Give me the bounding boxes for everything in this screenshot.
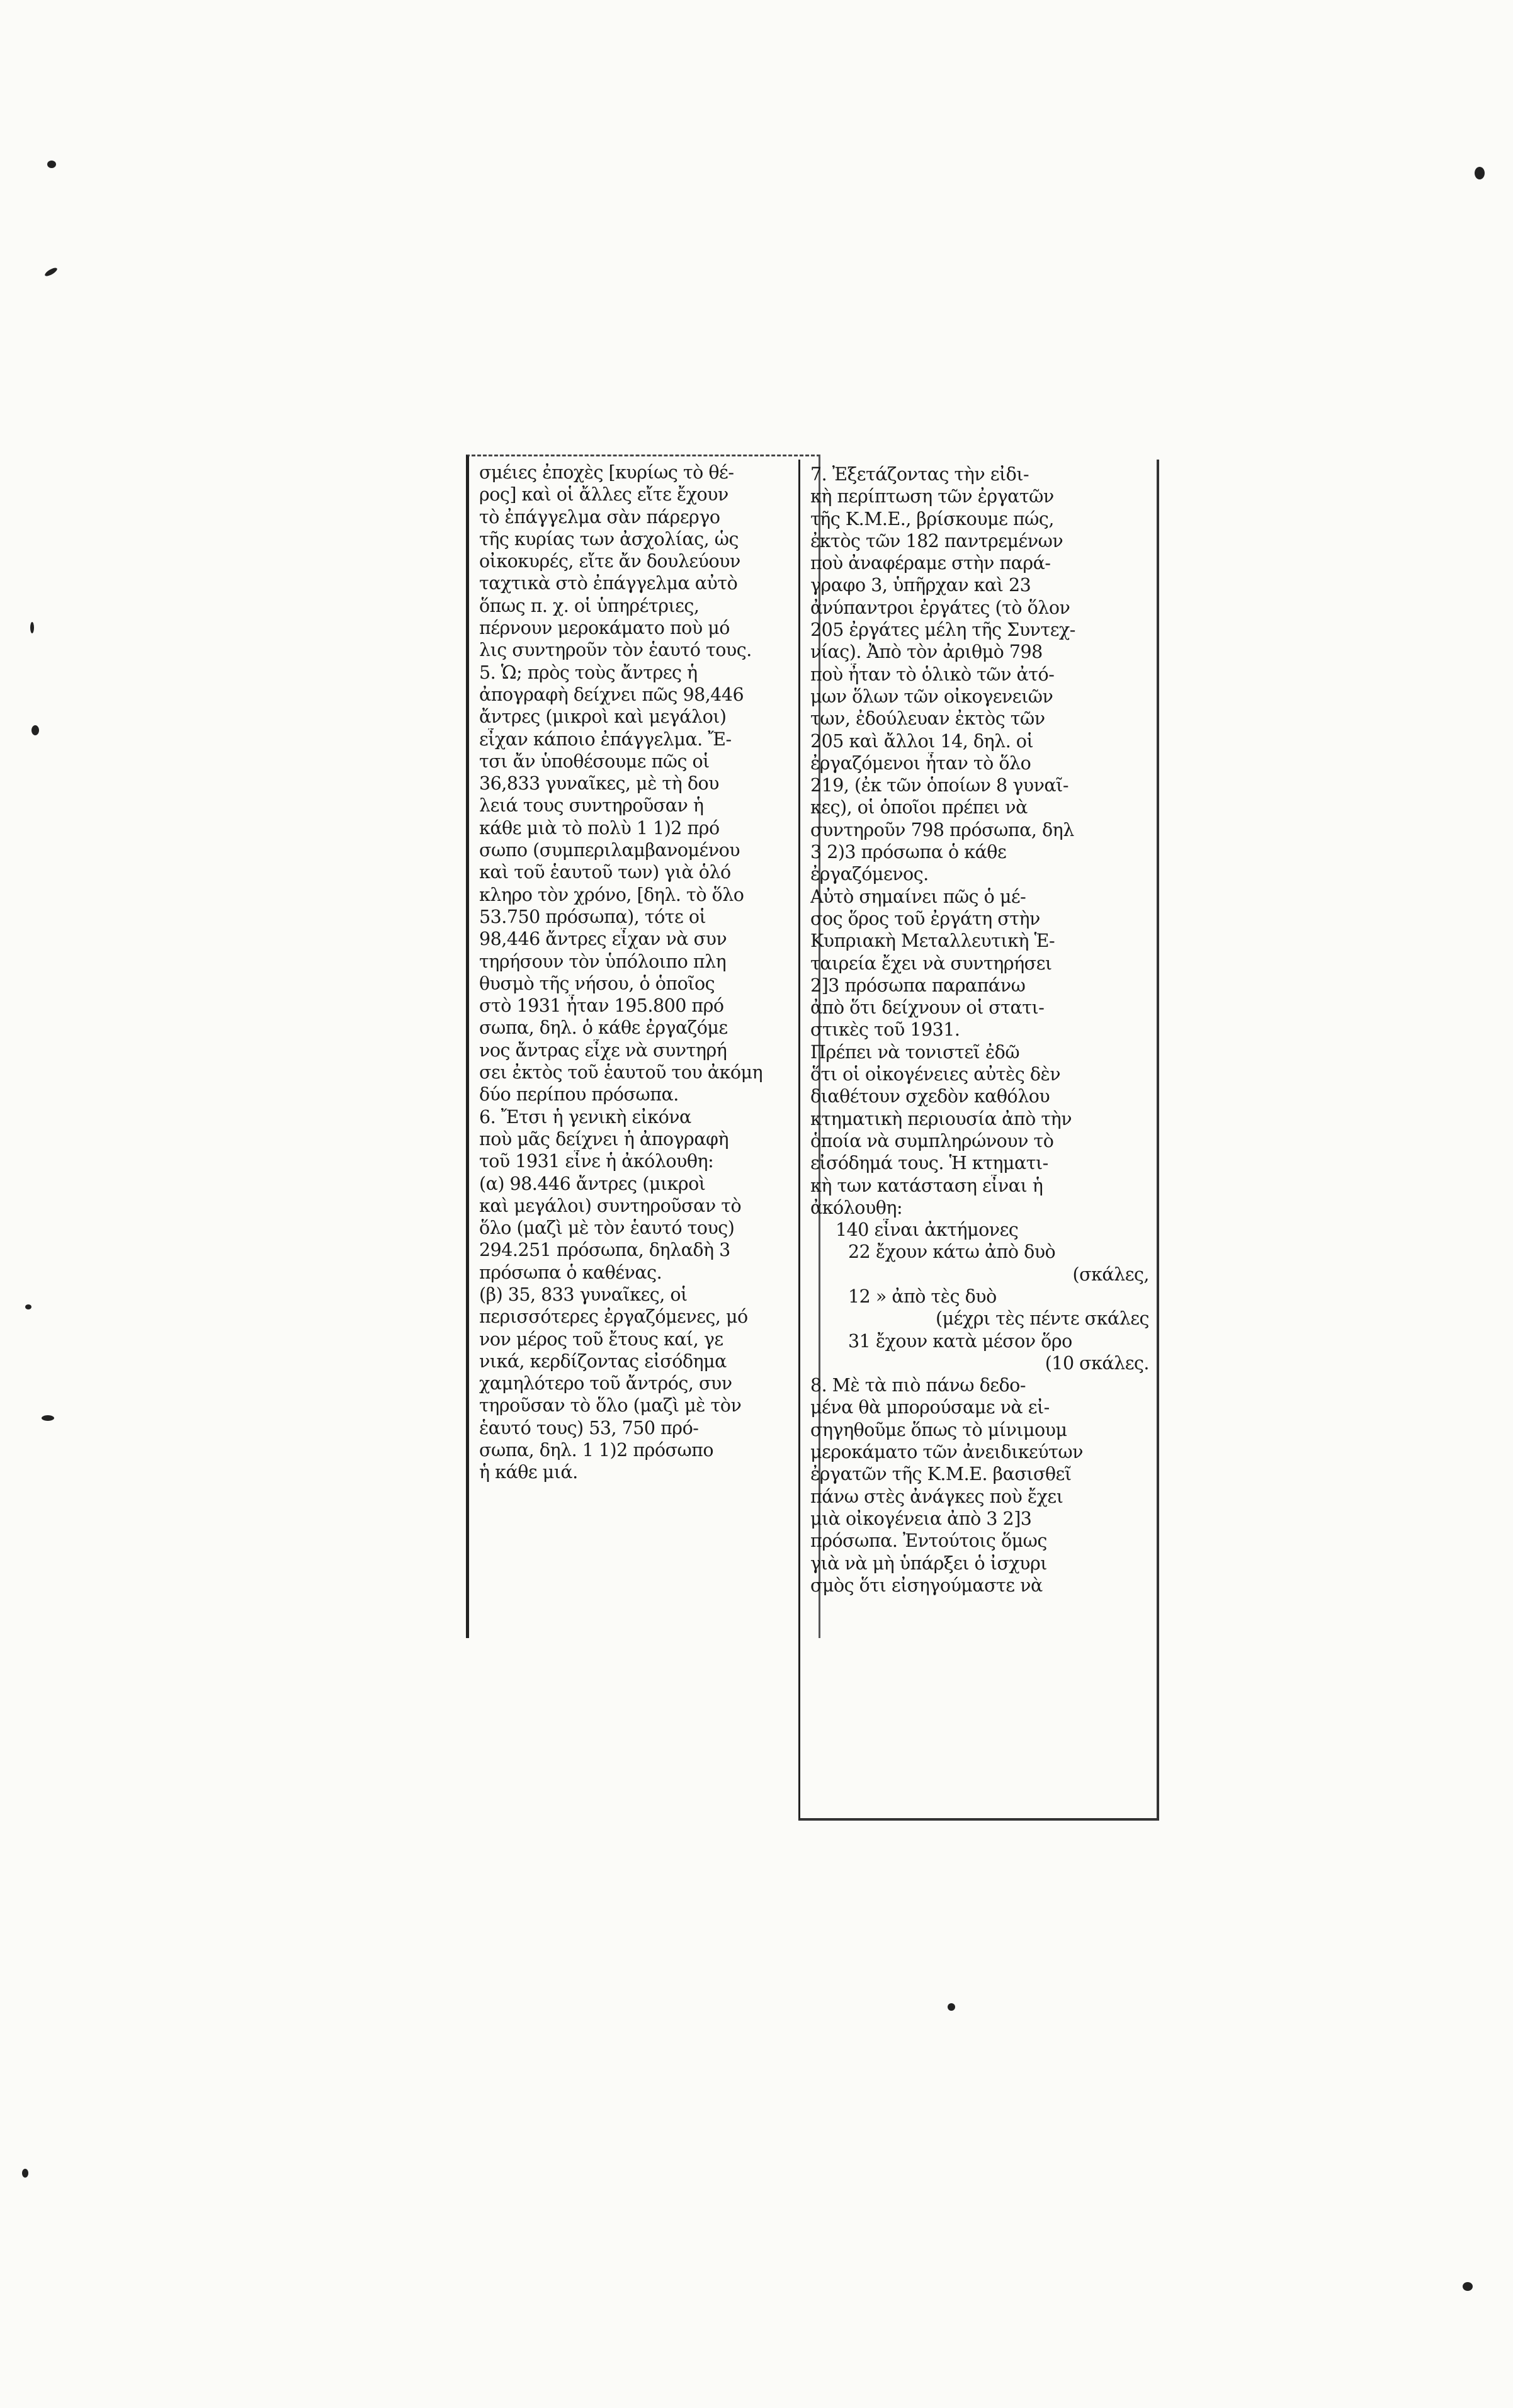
scan-speck: [948, 2003, 955, 2011]
text-line: 53.750 πρόσωπα), τότε οἱ: [479, 906, 706, 927]
text-line: 5. Ὡ; πρὸς τοὺς ἄντρες ἡ: [479, 662, 698, 683]
text-line: Πρέπει νὰ τονιστεῖ ἐδῶ: [810, 1041, 1020, 1063]
text-line: δύο περίπου πρόσωπα.: [479, 1084, 679, 1105]
text-line: ποὺ μᾶς δείχνει ἡ ἀπογραφὴ: [479, 1128, 729, 1150]
text-line: πέρνουν μεροκάματο ποὺ μό: [479, 618, 730, 639]
text-line: ἡ κάθε μιά.: [479, 1462, 578, 1483]
text-line: κες), οἱ ὁποῖοι πρέπει νὰ: [810, 797, 1028, 818]
text-line: 294.251 πρόσωπα, δηλαδὴ 3: [479, 1240, 730, 1261]
text-line: 3 2)3 πρόσωπα ὁ κάθε: [810, 842, 1007, 863]
text-line: 98,446 ἄντρες εἶχαν νὰ συν: [479, 929, 727, 950]
text-line: ἀπογραφὴ δείχνει πῶς 98,446: [479, 684, 744, 705]
text-line: κληρο τὸν χρόνο, [δηλ. τὸ ὅλο: [479, 884, 744, 905]
text-line: (α) 98.446 ἄντρες (μικροὶ: [479, 1173, 706, 1194]
text-line: μιὰ οἰκογένεια ἀπὸ 3 2]3: [810, 1508, 1032, 1529]
text-line: ἐργαζόμενοι ἦταν τὸ ὅλο: [810, 752, 1031, 774]
text-line: 205 καὶ ἄλλοι 14, δηλ. οἱ: [810, 730, 1034, 752]
text-line: 7. Ἐξετάζοντας τὴν εἰδι-: [810, 464, 1029, 485]
text-line: 205 ἐργάτες μέλη τῆς Συντεχ-: [810, 619, 1075, 641]
text-line: τῆς Κ.Μ.Ε., βρίσκουμε πώς,: [810, 508, 1054, 529]
text-line: 12 » ἀπὸ τὲς δυὸ: [848, 1286, 997, 1307]
scan-speck: [1475, 167, 1485, 179]
text-line: κάθε μιὰ τὸ πολὺ 1 1)2 πρό: [479, 817, 720, 839]
text-line: Κυπριακὴ Μεταλλευτικὴ Ἑ-: [810, 930, 1055, 952]
text-line: θυσμὸ τῆς νήσου, ὁ ὁποῖος: [479, 973, 715, 994]
text-line: μων ὅλων τῶν οἰκογενειῶν: [810, 686, 1053, 707]
scan-speck: [31, 725, 39, 735]
text-line: ρος] καὶ οἱ ἄλλες εἴτε ἔχουν: [479, 484, 728, 506]
text-line: 36,833 γυναῖκες, μὲ τὴ δου: [479, 773, 719, 794]
scan-speck: [47, 161, 56, 168]
text-line: ἐργατῶν τῆς Κ.Μ.Ε. βασισθεῖ: [810, 1464, 1072, 1485]
text-line: 140 εἶναι ἀκτήμονες: [836, 1219, 1019, 1241]
text-line: ὅλο (μαζὶ μὲ τὸν ἑαυτό τους): [479, 1218, 735, 1239]
text-line: πάνω στὲς ἀνάγκες ποὺ ἔχει: [810, 1486, 1063, 1507]
text-line: σος ὅρος τοῦ ἐργάτη στὴν: [810, 908, 1040, 929]
text-line: διαθέτουν σχεδὸν καθόλου: [810, 1086, 1050, 1107]
text-line: 2]3 πρόσωπα παραπάνω: [810, 975, 1026, 996]
text-line: νικά, κερδίζοντας εἰσόδημα: [479, 1350, 727, 1372]
text-line: νος ἄντρας εἶχε νὰ συντηρή: [479, 1039, 727, 1061]
scan-speck: [25, 1304, 31, 1309]
newspaper-clipping-left-column: [466, 455, 820, 1638]
text-line: τὸ ἐπάγγελμα σὰν πάρεργο: [479, 506, 720, 528]
text-line: Αὐτὸ σημαίνει πῶς ὁ μέ-: [810, 886, 1026, 907]
text-line: 6. Ἔτσι ἡ γενικὴ εἰκόνα: [479, 1106, 691, 1128]
text-line: εἶχαν κάποιο ἐπάγγελμα. Ἔ-: [479, 728, 732, 750]
text-line: στὸ 1931 ἦταν 195.800 πρό: [479, 995, 724, 1017]
text-line: τῆς κυρίας των ἀσχολίας, ὡς: [479, 528, 739, 550]
text-line: καὶ τοῦ ἑαυτοῦ των) γιὰ ὁλό: [479, 862, 731, 883]
text-line: ἐργαζόμενος.: [810, 864, 929, 885]
text-line: σμὸς ὅτι εἰσηγούμαστε νὰ: [810, 1574, 1043, 1596]
text-line: τσι ἄν ὑποθέσουμε πῶς οἱ: [479, 750, 710, 772]
text-line: καὶ μεγάλοι) συντηροῦσαν τὸ: [479, 1195, 742, 1216]
text-line: πρόσωπα. Ἐντούτοις ὅμως: [810, 1530, 1047, 1552]
scan-speck: [1463, 2282, 1473, 2291]
text-line: των, ἐδούλευαν ἐκτὸς τῶν: [810, 708, 1045, 730]
text-line: ποὺ ἀναφέραμε στὴν παρά-: [810, 553, 1051, 574]
text-line: χαμηλότερο τοῦ ἄντρός, συν: [479, 1373, 732, 1394]
text-line: πρόσωπα ὁ καθένας.: [479, 1262, 662, 1283]
text-line: τηρήσουν τὸν ὑπόλοιπο πλη: [479, 951, 727, 972]
text-line: μένα θὰ μπορούσαμε νὰ εἰ-: [810, 1397, 1050, 1418]
text-line: λις συντηροῦν τὸν ἑαυτό τους.: [479, 640, 752, 661]
text-line: ταιρεία ἔχει νὰ συντηρήσει: [810, 952, 1052, 974]
text-line: σει ἐκτὸς τοῦ ἑαυτοῦ του ἀκόμη: [479, 1062, 763, 1083]
text-line: μεροκάματο τῶν ἀνειδικεύτων: [810, 1442, 1083, 1463]
text-line: ὁποία νὰ συμπληρώνουν τὸ: [810, 1130, 1054, 1151]
text-line: νον μέρος τοῦ ἔτους καί, γε: [479, 1328, 723, 1350]
text-line: ἀνύπαντροι ἐργάτες (τὸ ὅλον: [810, 597, 1070, 618]
text-line: σηγηθοῦμε ὅπως τὸ μίνιμουμ: [810, 1419, 1067, 1440]
text-line: τοῦ 1931 εἶνε ἡ ἀκόλουθη:: [479, 1151, 714, 1172]
text-line: (μέχρι τὲς πέντε σκάλες: [936, 1308, 1149, 1330]
text-line: (10 σκάλες.: [1045, 1352, 1149, 1374]
text-line: σμέιες ἐποχὲς [κυρίως τὸ θέ-: [479, 462, 734, 483]
text-line: (σκάλες,: [1072, 1263, 1149, 1285]
text-line: ἀπὸ ὅτι δείχνουν οἱ στατι-: [810, 997, 1045, 1019]
text-line: (β) 35, 833 γυναῖκες, οἱ: [479, 1284, 688, 1305]
text-line: οἰκοκυρές, εἴτε ἄν δουλεύουν: [479, 551, 740, 572]
scan-speck: [43, 266, 58, 278]
text-line: κὴ περίπτωση τῶν ἐργατῶν: [810, 486, 1054, 507]
text-line: ὅπως π. χ. οἱ ὑπηρέτριες,: [479, 595, 700, 616]
text-line: κτηματικὴ περιουσία ἀπὸ τὴν: [810, 1108, 1072, 1129]
text-line: 31 ἔχουν κατὰ μέσον ὅρο: [848, 1330, 1072, 1352]
text-line: γραφο 3, ὑπῆρχαν καὶ 23: [810, 575, 1031, 596]
text-line: ἀκόλουθη:: [810, 1197, 903, 1218]
text-line: στικὲς τοῦ 1931.: [810, 1019, 960, 1041]
text-line: νίας). Ἀπὸ τὸν ἀριθμὸ 798: [810, 642, 1043, 663]
scan-speck: [30, 622, 34, 633]
scan-speck: [42, 1415, 54, 1421]
text-line: 8. Μὲ τὰ πιὸ πάνω δεδο-: [810, 1375, 1026, 1396]
text-line: ταχτικὰ στὸ ἐπάγγελμα αὐτὸ: [479, 573, 738, 594]
text-line: ἐκτὸς τῶν 182 παντρεμένων: [810, 530, 1063, 551]
text-line: σωπα, δηλ. 1 1)2 πρόσωπο: [479, 1440, 714, 1461]
text-line: 22 ἔχουν κάτω ἀπὸ δυὸ: [848, 1241, 1056, 1263]
text-line: ἄντρες (μικροὶ καὶ μεγάλοι): [479, 706, 727, 728]
newspaper-clipping-right-column: [798, 460, 1159, 1821]
text-line: κὴ των κατάσταση εἶναι ἡ: [810, 1175, 1043, 1196]
text-line: σωπο (συμπεριλαμβανομένου: [479, 840, 740, 861]
text-line: ὅτι οἱ οἰκογένειες αὐτὲς δὲν: [810, 1064, 1061, 1085]
text-line: συντηροῦν 798 πρόσωπα, δηλ: [810, 819, 1074, 840]
text-line: εἰσόδημά τους. Ἡ κτηματι-: [810, 1153, 1048, 1174]
text-line: λειά τους συντηροῦσαν ἡ: [479, 795, 704, 817]
text-line: τηροῦσαν τὸ ὅλο (μαζὶ μὲ τὸν: [479, 1395, 742, 1416]
text-line: 219, (ἐκ τῶν ὁποίων 8 γυναῖ-: [810, 775, 1068, 796]
text-line: ἑαυτό τους) 53, 750 πρό-: [479, 1417, 699, 1439]
scan-speck: [22, 2169, 28, 2178]
text-line: περισσότερες ἐργαζόμενες, μό: [479, 1306, 748, 1328]
text-line: ποὺ ἦταν τὸ ὁλικὸ τῶν ἀτό-: [810, 664, 1055, 685]
text-line: γιὰ νὰ μὴ ὑπάρξει ὁ ἰσχυρι: [810, 1552, 1047, 1574]
text-line: σωπα, δηλ. ὁ κάθε ἐργαζόμε: [479, 1017, 728, 1039]
